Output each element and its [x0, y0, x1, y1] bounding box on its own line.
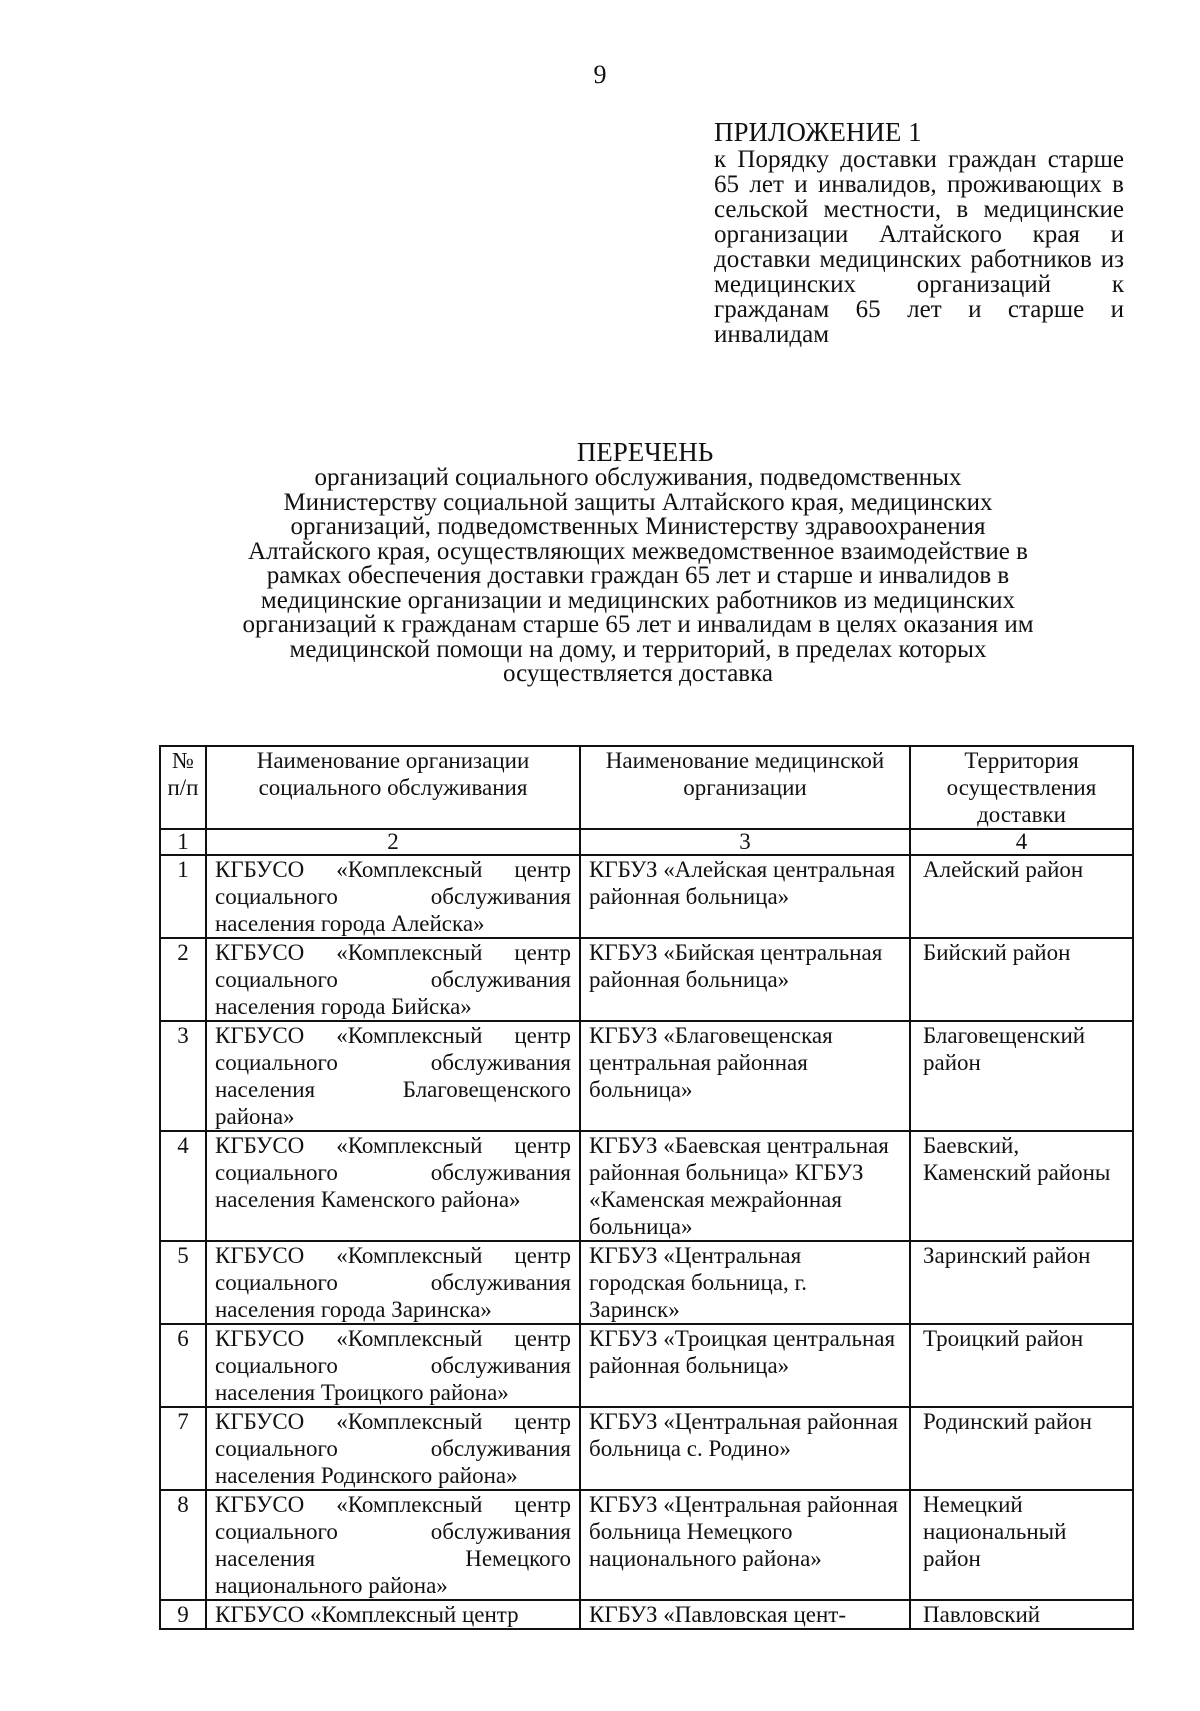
column-number: 4	[910, 829, 1133, 855]
list-title: ПЕРЕЧЕНЬ	[576, 437, 714, 467]
medical-organization-cell: КГБУЗ «Центральная городская больница, г. Заринск»	[580, 1241, 910, 1324]
medical-organization-cell: КГБУЗ «Троицкая центральная районная больница»	[580, 1324, 910, 1407]
appendix-block	[714, 117, 1124, 348]
medical-organization-cell: КГБУЗ «Благовещенская центральная районная больница»	[580, 1021, 910, 1131]
medical-organization-cell: КГБУЗ «Алейская центральная районная больница»	[580, 855, 910, 938]
column-number: 2	[206, 829, 580, 855]
row-number: 1	[160, 855, 206, 938]
column-number: 1	[160, 829, 206, 855]
table-header-row	[160, 746, 1133, 829]
territory-cell: Бийский район	[910, 938, 1133, 1021]
row-number: 4	[160, 1131, 206, 1241]
social-organization-cell: КГБУСО «Комплексный центр социального обслуживания населения Троицкого района»	[206, 1324, 580, 1407]
table-row	[160, 855, 1133, 938]
header-social-organization: Наименование организации социального обслуживания	[206, 746, 580, 829]
row-number: 7	[160, 1407, 206, 1490]
header-territory: Территория осуществления доставки	[910, 746, 1133, 829]
list-subtitle: организаций социального обслуживания, подведомственных Министерству социальной защиты Алтайского края, медицинских организаций, подведомственных Министерству здравоохранения Алтайского края, осуществляющих межведомственное взаимодействие в рамках обеспечения доставки граждан 65 лет и старше и инвалидов в медицинские организации и медицинских работников из медицинских организаций к гражданам старше 65 лет и инвалидам в целях оказания им медицинской помощи на дому, и территорий, в пределах которых осуществляется доставка	[242, 464, 1034, 687]
social-organization-cell: КГБУСО «Комплексный центр	[206, 1600, 580, 1629]
territory-cell: Баевский, Каменский районы	[910, 1131, 1133, 1241]
column-number: 3	[580, 829, 910, 855]
medical-organization-cell: КГБУЗ «Центральная районная больница с. Родино»	[580, 1407, 910, 1490]
social-organization-cell: КГБУСО «Комплексный центр социального обслуживания населения города Алейска»	[206, 855, 580, 938]
appendix-title: ПРИЛОЖЕНИЕ 1	[714, 117, 922, 147]
territory-cell: Заринский район	[910, 1241, 1133, 1324]
social-organization-cell: КГБУСО «Комплексный центр социального обслуживания населения Родинского района»	[206, 1407, 580, 1490]
social-organization-cell: КГБУСО «Комплексный центр социального обслуживания населения города Заринска»	[206, 1241, 580, 1324]
row-number: 9	[160, 1600, 206, 1629]
medical-organization-cell: КГБУЗ «Бийская центральная районная больница»	[580, 938, 910, 1021]
territory-cell: Благовещенский район	[910, 1021, 1133, 1131]
appendix-text: к Порядку доставки граждан старше 65 лет и инвалидов, проживающих в сельской местности, в медицинские организации Алтайского края и доставки медицинских работников из медицинских организаций к гражданам 65 лет и старше и инвалидам	[714, 146, 1124, 348]
medical-organization-cell: КГБУЗ «Павловская цент-	[580, 1600, 910, 1629]
medical-organization-cell: КГБУЗ «Баевская центральная районная больница» КГБУЗ «Каменская межрайонная больница»	[580, 1131, 910, 1241]
row-number: 5	[160, 1241, 206, 1324]
row-number: 6	[160, 1324, 206, 1407]
table-row	[160, 1490, 1133, 1600]
territory-cell: Алейский район	[910, 855, 1133, 938]
organizations-table	[159, 745, 1134, 1630]
territory-cell: Родинский район	[910, 1407, 1133, 1490]
table-row	[160, 1407, 1133, 1490]
header-medical-organization: Наименование медицинской организации	[580, 746, 910, 829]
table-row	[160, 1021, 1133, 1131]
social-organization-cell: КГБУСО «Комплексный центр социального обслуживания населения города Бийска»	[206, 938, 580, 1021]
header-number: № п/п	[160, 746, 206, 829]
table-row	[160, 1131, 1133, 1241]
table-row	[160, 1600, 1133, 1629]
column-numbers-row	[160, 829, 1133, 855]
territory-cell: Павловский	[910, 1600, 1133, 1629]
medical-organization-cell: КГБУЗ «Центральная районная больница Немецкого национального района»	[580, 1490, 910, 1600]
territory-cell: Троицкий район	[910, 1324, 1133, 1407]
table-row	[160, 1324, 1133, 1407]
territory-cell: Немецкий национальный район	[910, 1490, 1133, 1600]
social-organization-cell: КГБУСО «Комплексный центр социального обслуживания населения Каменского района»	[206, 1131, 580, 1241]
table-row	[160, 1241, 1133, 1324]
social-organization-cell: КГБУСО «Комплексный центр социального обслуживания населения Немецкого национального района»	[206, 1490, 580, 1600]
row-number: 2	[160, 938, 206, 1021]
page-number: 9	[593, 60, 607, 89]
social-organization-cell: КГБУСО «Комплексный центр социального обслуживания населения Благовещенского района»	[206, 1021, 580, 1131]
row-number: 3	[160, 1021, 206, 1131]
row-number: 8	[160, 1490, 206, 1600]
table-row	[160, 938, 1133, 1021]
